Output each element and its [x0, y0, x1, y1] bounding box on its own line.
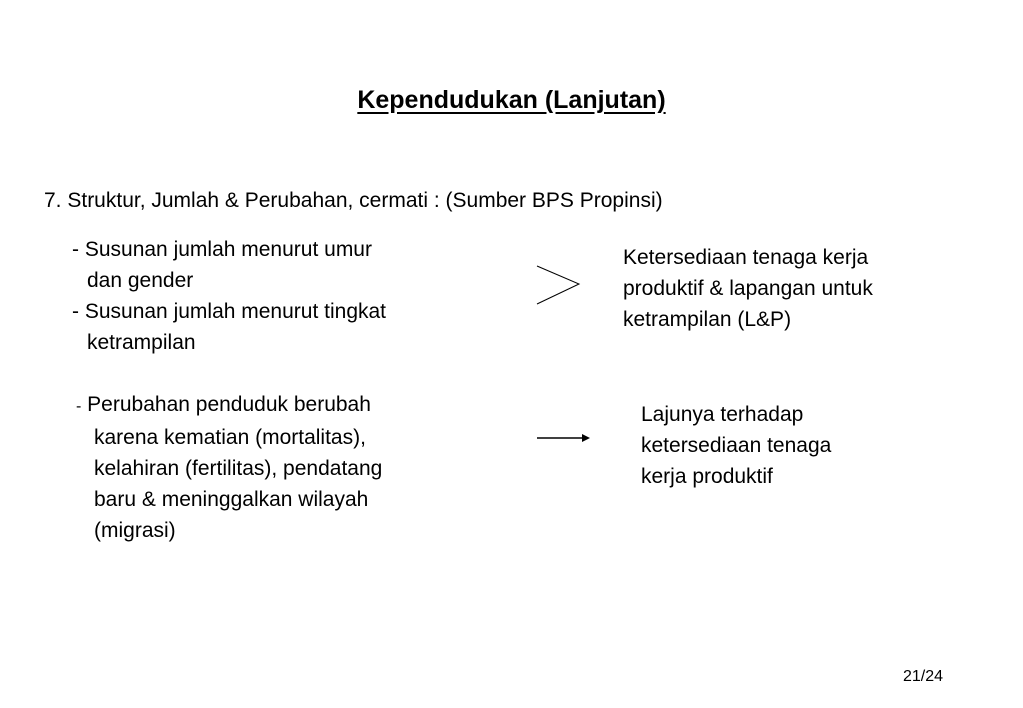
- population-change-list: [76, 389, 382, 546]
- structure-item-skills-cont: ketrampilan: [87, 331, 196, 354]
- change-line-3: kelahiran (fertilitas), pendatang: [94, 457, 383, 480]
- page-number: 21/24: [903, 668, 944, 685]
- rate-line-1: Lajunya terhadap: [641, 403, 804, 426]
- change-line-4: baru & meninggalkan wilayah: [94, 488, 369, 511]
- change-line-5: (migrasi): [94, 519, 176, 542]
- workforce-line-2: produktif & lapangan untuk: [623, 277, 873, 300]
- workforce-rate-text: [641, 399, 831, 492]
- workforce-line-1: Ketersediaan tenaga kerja: [623, 246, 869, 269]
- structure-item-age-gender-cont: dan gender: [87, 269, 194, 292]
- section-heading: 7. Struktur, Jumlah & Perubahan, cermati : (Sumber BPS Propinsi): [44, 189, 663, 212]
- workforce-availability-text: [623, 242, 873, 335]
- population-structure-list: [72, 234, 386, 358]
- rate-line-2: ketersediaan tenaga: [641, 434, 832, 457]
- change-item: [76, 389, 382, 422]
- workforce-line-3: ketrampilan (L&P): [623, 308, 792, 331]
- structure-item-age-gender: - Susunan jumlah menurut umur: [72, 238, 372, 261]
- chevron-right-icon: [533, 262, 583, 308]
- rate-line-3: kerja produktif: [641, 465, 773, 488]
- arrow-right-icon: [536, 431, 592, 445]
- bullet-dash: -: [76, 398, 82, 415]
- slide-title: Kependudukan (Lanjutan): [357, 86, 666, 114]
- structure-item-skills: - Susunan jumlah menurut tingkat: [72, 300, 387, 323]
- change-line-2: karena kematian (mortalitas),: [94, 426, 366, 449]
- change-line-1: Perubahan penduduk berubah: [87, 393, 371, 416]
